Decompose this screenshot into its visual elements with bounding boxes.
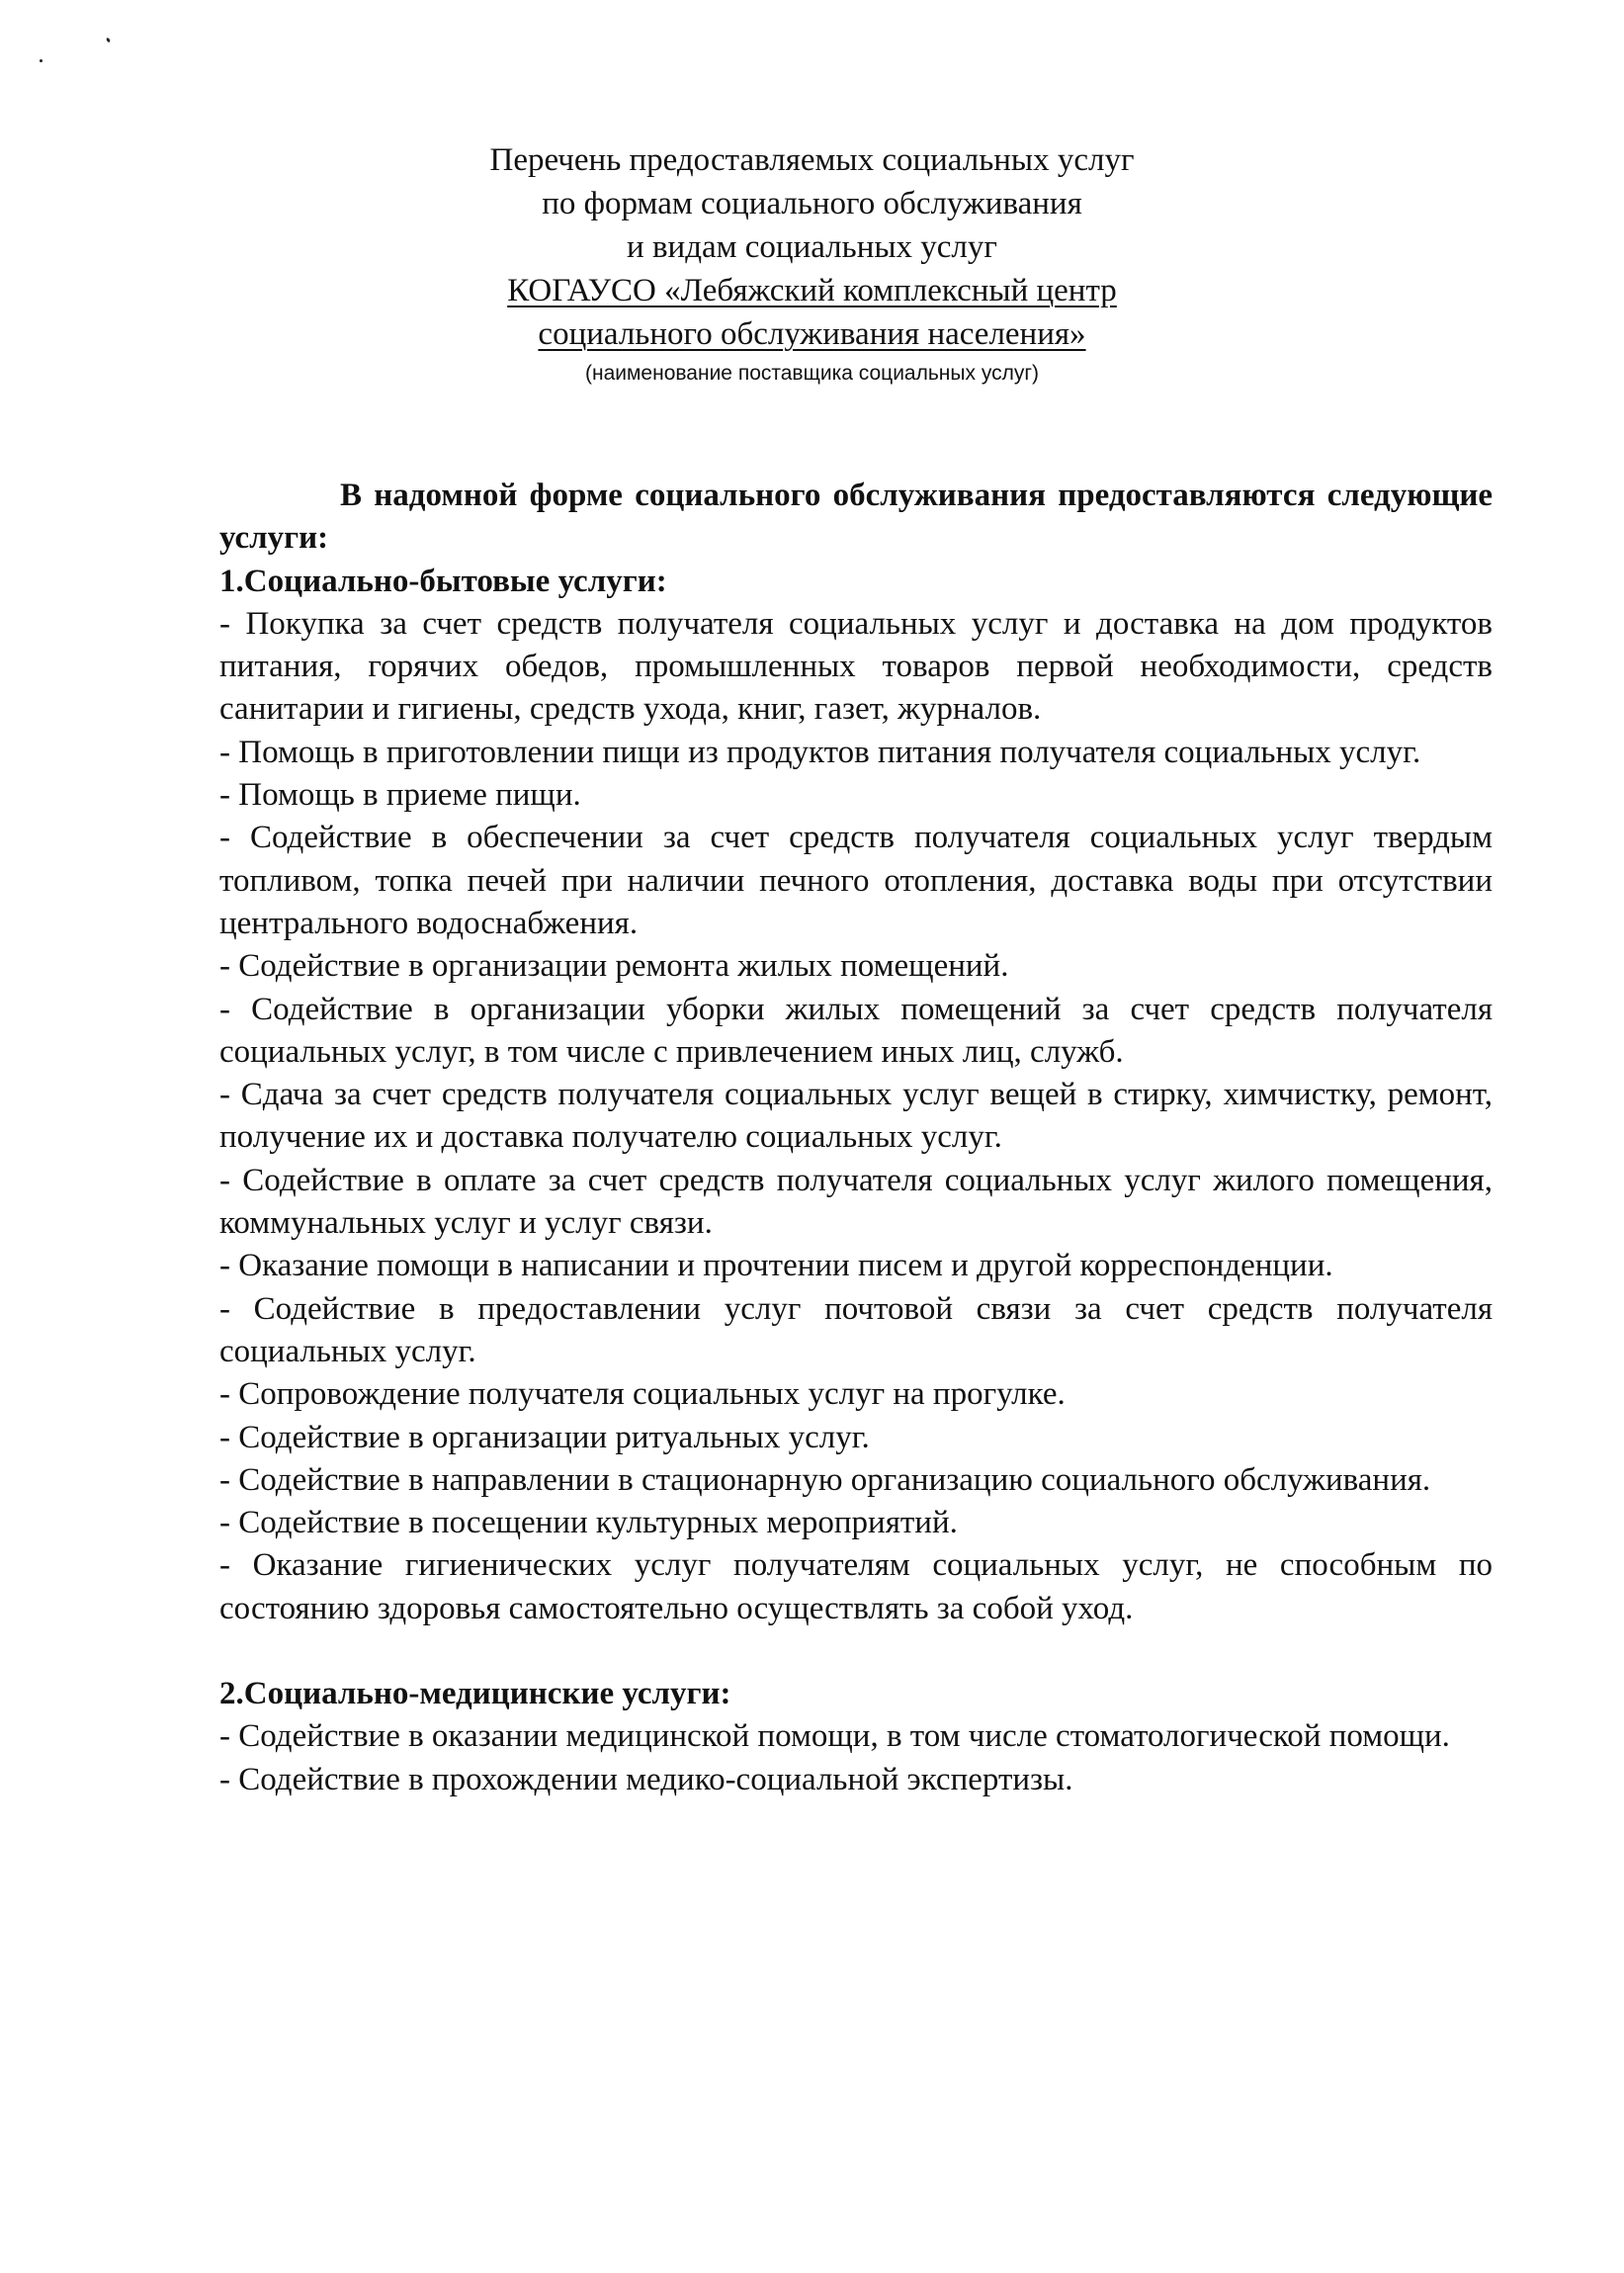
header-line: и видам социальных услуг: [627, 229, 997, 265]
list-item: - Содействие в прохождении медико-социальной экспертизы.: [219, 1761, 1073, 1797]
list-item: - Сдача за счет средств получателя социальных услуг вещей в стирку, химчистку, ремонт, получение их и доставка получателю социальных услуг.: [219, 1077, 1493, 1156]
section-title: 1.Социально-бытовые услуги:: [219, 563, 667, 599]
list-item: - Сопровождение получателя социальных услуг на прогулке.: [219, 1376, 1066, 1413]
provider-name-line: КОГАУСО «Лебяжский комплексный центр: [507, 273, 1117, 308]
provider-name-line: социального обслуживания населения»: [538, 316, 1086, 352]
intro-heading: В надомной форме социального обслуживания предоставляются следующие услуги:: [219, 478, 1493, 557]
list-item: - Содействие в оплате за счет средств получателя социальных услуг жилого помещения, коммунальных услуг и услуг связи.: [219, 1162, 1493, 1242]
list-item: - Содействие в организации ритуальных услуг.: [219, 1419, 870, 1455]
list-item: - Содействие в предоставлении услуг почтовой связи за счет средств получателя социальных услуг.: [219, 1290, 1493, 1369]
list-item: - Помощь в приготовлении пищи из продуктов питания получателя социальных услуг.: [219, 734, 1421, 770]
list-item: - Оказание гигиенических услуг получателям социальных услуг, не способным по состоянию здоровья самостоятельно осуществлять за собой уход.: [219, 1547, 1493, 1626]
document-body: [219, 475, 1493, 1801]
scan-speck: [106, 38, 111, 44]
list-item: - Содействие в организации уборки жилых помещений за счет средств получателя социальных услуг, в том числе с привлечением иных лиц, служб.: [219, 991, 1493, 1070]
section-title: 2.Социально-медицинские услуги:: [219, 1676, 731, 1712]
list-item: - Оказание помощи в написании и прочтении писем и другой корреспонденции.: [219, 1248, 1333, 1284]
list-item: - Содействие в направлении в стационарную организацию социального обслуживания.: [219, 1461, 1431, 1498]
list-item: - Содействие в обеспечении за счет средств получателя социальных услуг твердым топливом, топка печей при наличии печного отопления, доставка воды при отсутствии центрального водоснабжения.: [219, 820, 1493, 941]
document-header: [0, 138, 1624, 390]
list-item: - Содействие в организации ремонта жилых помещений.: [219, 948, 1009, 985]
scan-speck: [40, 59, 43, 62]
list-item: - Покупка за счет средств получателя социальных услуг и доставка на дом продуктов питания, горячих обедов, промышленных товаров первой необходимости, средств санитарии и гигиены, средств ухода, книг, газет, журналов.: [219, 605, 1493, 728]
list-item: - Помощь в приеме пищи.: [219, 777, 581, 814]
list-item: - Содействие в оказании медицинской помощи, в том числе стоматологической помощи.: [219, 1718, 1450, 1755]
header-line: Перечень предоставляемых социальных услуг: [489, 142, 1135, 178]
header-line: по формам социального обслуживания: [542, 186, 1082, 221]
list-item: - Содействие в посещении культурных мероприятий.: [219, 1505, 958, 1541]
provider-caption: (наименование поставщика социальных услуг): [584, 362, 1040, 385]
